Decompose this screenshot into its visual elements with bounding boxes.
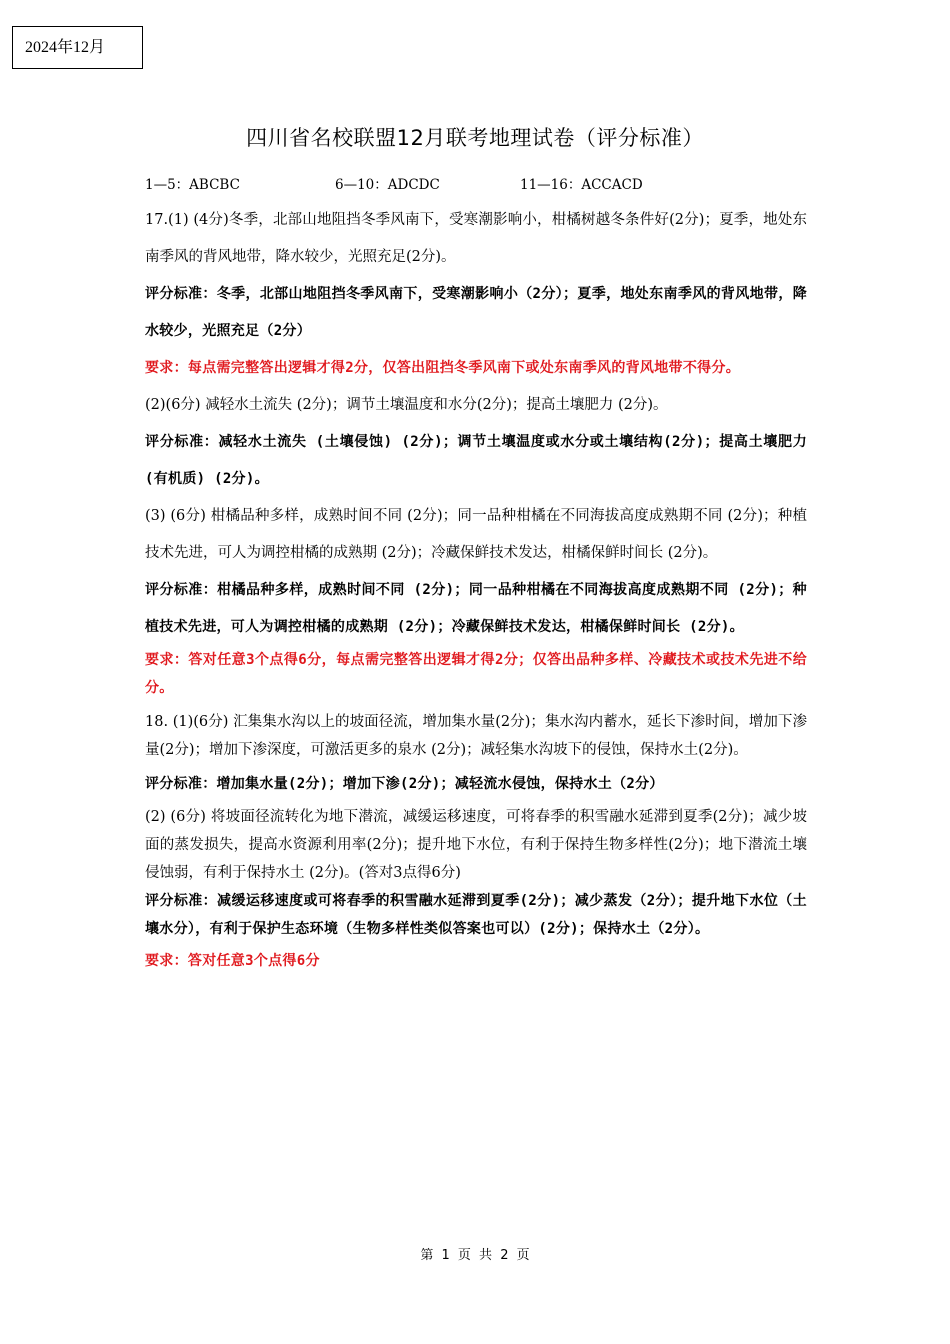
q17-3-requirement: 要求：答对任意3个点得6分，每点需完整答出逻辑才得2分；仅答出品种多样、冷藏技术或技术先进不给分。 xyxy=(145,652,807,696)
date-label: 2024年12月 xyxy=(25,39,106,56)
q18-2-requirement: 要求：答对任意3个点得6分 xyxy=(145,953,320,969)
q17-1-answer: 17.(1) (4分)冬季，北部山地阻挡冬季风南下，受寒潮影响小，柑橘树越冬条件好(2分)；夏季，地处东南季风的背风地带，降水较少，光照充足(2分)。 xyxy=(145,212,807,265)
page-number-footer: 第 1 页 共 2 页 xyxy=(420,1248,530,1263)
q18-1-standard: 评分标准：增加集水量(2分)；增加下渗(2分)；减轻流水侵蚀，保持水土（2分） xyxy=(145,776,664,792)
q17-2-answer: (2)(6分) 减轻水土流失 (2分)；调节土壤温度和水分(2分)；提高土壤肥力 (2分)。 xyxy=(145,397,668,413)
answers-group-2: 6—10：ADCDC xyxy=(335,177,440,193)
q18-2-answer: (2) (6分) 将坡面径流转化为地下潜流，减缓运移速度，可将春季的积雪融水延滞到夏季(2分)；减少坡面的蒸发损失，提高水资源利用率(2分)；提升地下水位，有利于保持生物多样性(2分)；地下潜流土壤侵蚀弱，有利于保持水土 (2分)。(答对3点得6分) xyxy=(145,809,807,881)
q18-2-standard: 评分标准：减缓运移速度或可将春季的积雪融水延滞到夏季(2分)；减少蒸发（2分）；提升地下水位（土壤水分），有利于保护生态环境（生物多样性类似答案也可以）(2分)；保持水土（2分）。 xyxy=(145,893,807,937)
multiple-choice-answers xyxy=(145,172,807,198)
document-body xyxy=(145,172,807,980)
q17-2-standard: 评分标准：减轻水土流失 (土壤侵蚀) (2分)；调节土壤温度或水分或土壤结构(2分)；提高土壤肥力 (有机质) (2分)。 xyxy=(145,434,807,487)
answers-group-3: 11—16：ACCACD xyxy=(520,177,643,193)
page-title: 四川省名校联盟12月联考地理试卷（评分标准） xyxy=(246,126,704,150)
date-label-box xyxy=(12,26,143,69)
q17-3-standard: 评分标准：柑橘品种多样，成熟时间不同 (2分)；同一品种柑橘在不同海拔高度成熟期不同 (2分)；种植技术先进，可人为调控柑橘的成熟期 (2分)；冷藏保鲜技术发达，柑橘保鲜时间长 (2分)。 xyxy=(145,582,807,635)
q17-1-requirement: 要求：每点需完整答出逻辑才得2分，仅答出阻挡冬季风南下或处东南季风的背风地带不得分。 xyxy=(145,360,741,376)
answers-group-1: 1—5：ABCBC xyxy=(145,177,240,193)
q18-1-answer: 18. (1)(6分) 汇集集水沟以上的坡面径流，增加集水量(2分)；集水沟内蓄水，延长下渗时间，增加下渗量(2分)；增加下渗深度，可激活更多的泉水 (2分)；减轻集水沟坡下的侵蚀，保持水土(2分)。 xyxy=(145,714,807,758)
q17-3-answer: (3) (6分) 柑橘品种多样，成熟时间不同 (2分)；同一品种柑橘在不同海拔高度成熟期不同 (2分)；种植技术先进，可人为调控柑橘的成熟期 (2分)；冷藏保鲜技术发达，柑橘保鲜时间长 (2分)。 xyxy=(145,508,807,561)
q17-1-standard: 评分标准：冬季，北部山地阻挡冬季风南下，受寒潮影响小（2分）；夏季，地处东南季风的背风地带，降水较少，光照充足（2分） xyxy=(145,286,807,339)
